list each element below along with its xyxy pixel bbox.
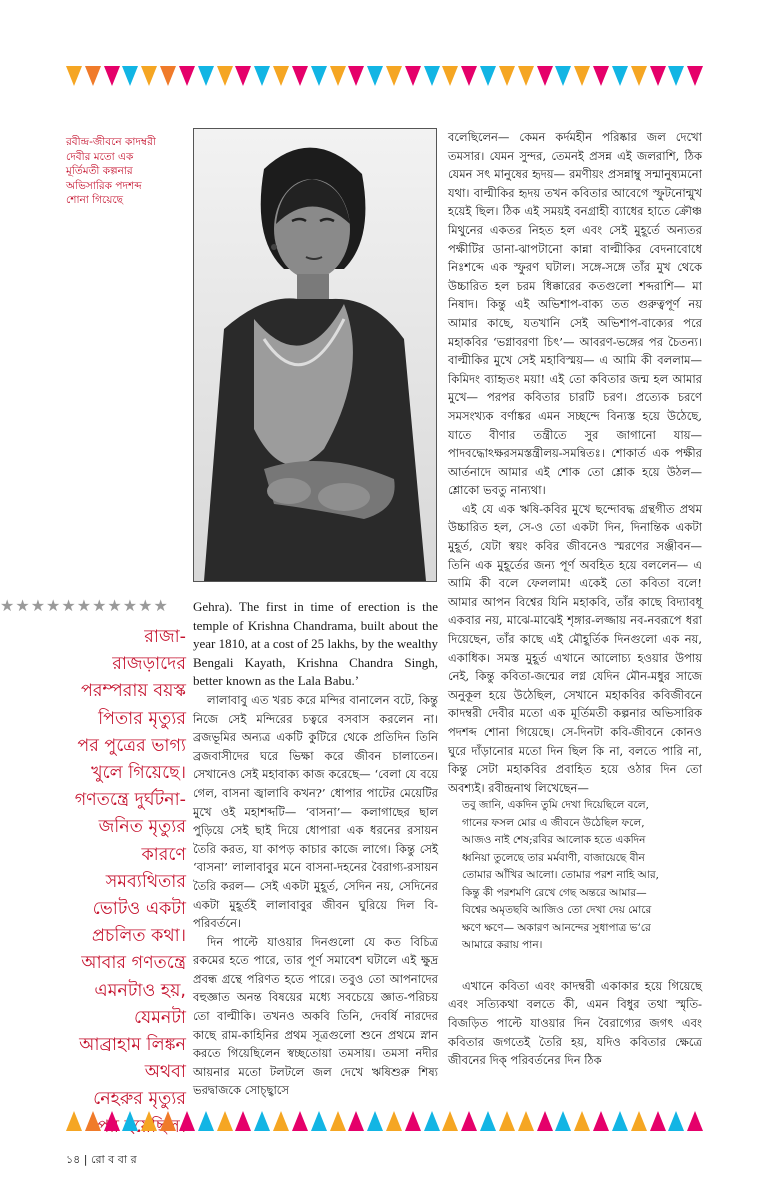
pull-quote-line: জনিত মৃত্যুর — [98, 817, 186, 838]
decorative-triangle — [518, 1111, 534, 1131]
pull-quote-line: সমব্যথিতার — [105, 871, 186, 892]
poem-line: কিন্তু কী পরশমণি রেখে গেছ অন্তরে আমার— — [462, 886, 647, 899]
decorative-triangle — [104, 1111, 120, 1131]
decorative-triangle — [499, 66, 515, 86]
poem-line: বিশ্বের অমৃতছবি আজিও তো দেখা দেয় মোরে — [462, 904, 652, 917]
decorative-triangle — [104, 66, 120, 86]
decorative-triangle — [85, 1111, 101, 1131]
caption-line: মূর্তিমতী কল্পনার — [66, 165, 133, 177]
decorative-triangle — [311, 1111, 327, 1131]
portrait-photo — [193, 128, 437, 582]
decorative-triangle — [631, 66, 647, 86]
portrait-illustration — [194, 129, 436, 581]
pull-quote-line: আবার গণতন্ত্রে — [81, 953, 186, 974]
decorative-triangle — [367, 66, 383, 86]
decorative-triangle — [386, 66, 402, 86]
decorative-triangle — [574, 1111, 590, 1131]
decorative-triangle — [348, 1111, 364, 1131]
paragraph: বলেছিলেন— কেমন কর্দমহীন পরিষ্কার জল দেখো তমসার। যেমন সুন্দর, তেমনই প্রসন্ন এই জলরাশি, ঠিক যেমন সৎ মানুষের হৃদয়— রমণীয়ং প্রসন্নাম্বু সন্মানুষ্যমনো যথা। বাল্মীকির হৃদয় তখন কবিতার আবেগে স্ফুটনোন্মুখ হয়েই ছিল। ঠিক এই সময়ই বনগ্রাহী ব্যাধের হাতে ক্রৌঞ্চ মিথুনের একতর নিহত হল এবং সেই মুহূর্তে অন্যতর পক্ষীটির ডানা-ঝাপটানো কান্না বাল্মীকির বেদনাবোধে নিঃশব্দে এক স্ফুরণ ঘটাল। সঙ্গে-সঙ্গে তাঁর মুখ থেকে উচ্চারিত হল চরম ধিক্কারের কতগুলো শব্দরাশি— মা নিষাদ। কিন্তু এই অভিশাপ-বাক্য তত গুরুত্বপূর্ণ নয় আমার কাছে, যতখানি সেই অভিশাপ-বাক্যের পরে মহাকবির ‘ভগ্নাবরণা চিৎ’— আবরণ-ভঙ্গের পর চৈতন্য। বাল্মীকির মুখে সেই মহাবিস্ময়— এ আমি কী বললাম— কিমিদং ব্যাহৃতং ময়া! এই তো কবিতার জন্ম হল আমার মুখে— পরপর কবিতার চারটি চরণ। প্রত্যেক চরণে সমসংখ্যক বর্ণাঙ্কর এমন সচ্ছন্দে বিন্যস্ত হয়ে উঠেছে, যাতে বীণার তন্ত্রীতে সুর জাগানো যায়— পাদবদ্ধোঽক্ষরসমস্তন্ত্রীলয়-সমন্বিতঃ। শোকার্ত এক পক্ষীর আর্তনাদে আমার এই শোক তো শ্লোক হয়ে উঠল— শ্লোকো ভবতু নান্যথা। — [448, 130, 702, 498]
decorative-triangle — [612, 66, 628, 86]
decorative-triangle — [179, 66, 195, 86]
decorative-triangle — [141, 1111, 157, 1131]
caption-line: দেবীর মতো এক — [66, 150, 134, 163]
decorative-triangle — [668, 66, 684, 86]
decorative-triangle — [160, 66, 176, 86]
decorative-triangle — [537, 66, 553, 86]
decorative-triangle — [254, 1111, 270, 1131]
pull-quote — [40, 624, 186, 1141]
decorative-triangle — [499, 1111, 515, 1131]
decorative-triangle — [442, 1111, 458, 1131]
caption-line: অভিসারিক পদশব্দ — [66, 179, 142, 192]
decorative-triangle — [122, 66, 138, 86]
decorative-triangle — [461, 1111, 477, 1131]
decorative-triangle — [461, 66, 477, 86]
star-divider: ★★★★★★★★★★★ — [0, 596, 169, 615]
decorative-triangle — [687, 66, 703, 86]
poem-line: ক্ষণে ক্ষণে— অকারণ আনন্দের সুধাপাত্র ভ’রে — [462, 921, 651, 934]
decorative-triangle — [235, 1111, 251, 1131]
pull-quote-line: রাজা- — [144, 627, 186, 647]
decorative-triangle — [668, 1111, 684, 1131]
decorative-triangle — [405, 1111, 421, 1131]
poem-line: তোমার আঁখির আলো। তোমার পরশ নাহি আর, — [462, 869, 660, 882]
decorative-triangle — [66, 1111, 82, 1131]
decorative-triangle — [273, 66, 289, 86]
decorative-triangle — [85, 66, 101, 86]
decorative-triangle — [574, 66, 590, 86]
decorative-triangle — [348, 66, 364, 86]
decorative-triangle — [650, 1111, 666, 1131]
decorative-triangle — [217, 1111, 233, 1131]
paragraph: লালাবাবু এত খরচ করে মন্দির বানালেন বটে, কিন্তু নিজে সেই মন্দিরের চত্বরে বসবাস করলেন না। ব্রজভূমির অন্যত্র একটি কুটিরে থেকে প্রতিদিন তিনি ব্রজবাসীদের ঘরে ভিক্ষা করে জীবন চালাতেন। সেখানেও সেই মহাবাক্য কাজ করেছে— ‘বেলা যে বয়ে গেল, বাসনা জ্বালাবি কখন?’ ধোপার পাটের মেয়েটির মুখে ওই মহাশব্দটি— ‘বাসনা’— কলাগাছের ছাল পুড়িয়ে সেই ছাই দিয়ে ধোপারা এক ধরনের রসায়ন তৈরি করত, যা কাপড় কাচার কাজে লাগে। কিন্তু সেই ‘বাসনা’ লালাবাবুর মনে বাসনা-দহনের বৈরাগ্য-রসায়ন তৈরি করল— সেই একটা মুহূর্ত, সেদিন নয়, সেদিনের একটা মুহূর্তই লালাবাবুর জীবন ঘুরিয়ে দিল বি-পরিবর্তনে। — [193, 692, 438, 931]
decorative-triangle — [330, 66, 346, 86]
decorative-triangle — [480, 66, 496, 86]
decorative-triangle — [537, 1111, 553, 1131]
decorative-triangle — [235, 66, 251, 86]
english-quote: Gehra). The first in time of erection is the temple of Krishna Chandrama, built about the year 1810, at a cost of 25 lakhs, by the wealthy Bengali Kayath, Krishna Chandra Singh, better known as the Lala Babu.’ — [193, 599, 438, 689]
pull-quote-line: গণতন্ত্রে দুর্ঘটনা- — [74, 790, 186, 811]
pull-quote-line: এমনটাও হয়, — [94, 980, 186, 1001]
paragraph: দিন পাল্টে যাওয়ার দিনগুলো যে কত বিচিত্র রকমের হতে পারে, তার পূর্ণ সমাবেশ ঘটালে এই ক্ষুদ্র প্রবন্ধ গ্রন্থে পরিণত হতে পারে। তবুও তো আপনাদের বহুজ্ঞাত অনন্ত বিষয়ের মধ্যে সবচেয়ে জ্ঞাত-পরিচয় তো বাল্মীকি। তখনও অকবি তিনি, দেবর্ষি নারদের কাছে রাম-কাহিনির প্রথম সূত্রগুলো শুনে প্রথমে স্নান করতে গিয়েছিলেন স্বচ্ছতোয়া তমসায়। তমসা নদীর আয়নার মতো টলটলে জল দেখে ঋষিশুরু শিষ্য ভরদ্বাজকে সোচ্ছ্বাসে — [193, 934, 438, 1098]
poem-line: আমারে করায় পান। — [462, 939, 543, 952]
pull-quote-line: অথবা — [144, 1062, 186, 1083]
pull-quote-line: যেমনটা — [134, 1007, 186, 1028]
caption-line: শোনা গিয়েছে — [66, 194, 124, 206]
decorative-triangle — [273, 1111, 289, 1131]
decorative-triangle — [631, 1111, 647, 1131]
decorative-triangle — [254, 66, 270, 86]
caption-line: রবীন্দ্র-জীবনে কাদম্বরী — [66, 136, 156, 148]
middle-column — [193, 598, 438, 1100]
decorative-triangle — [367, 1111, 383, 1131]
decorative-triangle — [386, 1111, 402, 1131]
pull-quote-line: কারণে — [141, 844, 186, 865]
decorative-triangle — [311, 66, 327, 86]
pull-quote-line: পর পুত্রের ভাগ্য — [77, 735, 186, 756]
bottom-triangle-border — [66, 1111, 706, 1133]
paragraph: এখানে কবিতা এবং কাদম্বরী একাকার হয়ে গিয়েছে এবং সত্যিকথা বলতে কী, এমন বিধুর তথা স্মৃতি-বিজড়িত পাল্টে যাওয়ার দিন বৈরাগ্যের জগৎ এবং কবিতার জগতেই তৈরি হয়, যদিও কবিতার ক্ষেত্রে জীবনের দিক্ পরিবর্তনের দিন ঠিক — [448, 978, 702, 1068]
pull-quote-line: পর হয়েছিল। — [97, 1116, 186, 1137]
poem-line: তবু জানি, একদিন তুমি দেখা দিয়েছিলে বলে, — [462, 799, 649, 812]
pull-quote-line: পিতার মৃত্যুর — [98, 708, 186, 729]
decorative-triangle — [405, 66, 421, 86]
decorative-triangle — [217, 66, 233, 86]
decorative-triangle — [518, 66, 534, 86]
decorative-triangle — [179, 1111, 195, 1131]
decorative-triangle — [122, 1111, 138, 1131]
right-column — [448, 128, 702, 1070]
top-triangle-border — [66, 66, 706, 88]
pull-quote-line: প্রচলিত কথা। — [91, 926, 186, 947]
decorative-triangle — [593, 66, 609, 86]
decorative-triangle — [687, 1111, 703, 1131]
poem-line: গানের ফসল মোর এ জীবনে উঠেছিল ফলে, — [462, 816, 645, 829]
decorative-triangle — [424, 1111, 440, 1131]
decorative-triangle — [292, 66, 308, 86]
decorative-triangle — [424, 66, 440, 86]
poem-line: আজও নাই শেষ;রবির আলোক হতে একদিন — [462, 834, 646, 847]
decorative-triangle — [555, 1111, 571, 1131]
decorative-triangle — [650, 66, 666, 86]
pull-quote-line: ভোটও একটা — [92, 899, 186, 920]
poem-line: ধ্বনিয়া তুলেছে তার মর্মবাণী, বাজায়েছে বীন — [462, 851, 645, 864]
pull-quote-line: রাজড়াদের — [112, 654, 186, 675]
pull-quote-line: পরম্পরায় বয়স্ক — [80, 681, 186, 702]
pull-quote-line: আব্রাহাম লিঙ্কন — [79, 1035, 186, 1056]
decorative-triangle — [198, 1111, 214, 1131]
decorative-triangle — [160, 1111, 176, 1131]
photo-caption — [66, 135, 186, 208]
decorative-triangle — [593, 1111, 609, 1131]
decorative-triangle — [141, 66, 157, 86]
decorative-triangle — [292, 1111, 308, 1131]
decorative-triangle — [198, 66, 214, 86]
decorative-triangle — [66, 66, 82, 86]
decorative-triangle — [442, 66, 458, 86]
decorative-triangle — [612, 1111, 628, 1131]
decorative-triangle — [480, 1111, 496, 1131]
pull-quote-line: নেহরুর মৃত্যুর — [93, 1089, 186, 1110]
decorative-triangle — [555, 66, 571, 86]
pull-quote-line: খুলে গিয়েছে। — [91, 763, 186, 784]
paragraph: এই যে এক ঋষি-কবির মুখে ছন্দোবদ্ধ গ্রন্থগীত প্রথম উচ্চারিত হল, সে-ও তো একটা দিন, দিনান্তিক একটা মুহূর্ত, যেটা স্বয়ং কবির জীবনেও স্মরণের সঞ্জীবন— তিনি এক মুহূর্তের জন্য পূর্ণ অবহিত হয়ে বললেন— এ আমি কী বলে ফেললাম! একেই তো কবিতা বলে! আমার আপন বিশ্বের যিনি মহাকবি, তাঁর কাছে বিদ্যাবধূ একবার নয়, মাঝে-মাঝেই শৃঙ্গার-লজ্জায় নব-নবরূপে ধরা দিয়েছেন, তাঁর কাছে এই মৌহূর্তিক দিনগুলো এক নয়, একাধিক। সমস্ত মুহূর্ত এখানে আলোচ্য হওয়ার উপায় নেই, কিন্তু কবিতা-জন্মের লগ্ন যেদিন মৌন-মধুর সাজে অনুকূল হয়ে উঠেছিল, সেখানে মহাকবির কবিজীবনে কাদম্বরী দেবীর মতো এক মূর্তিমতী কল্পনার অভিসারিক পদশব্দ শোনা গিয়েছে। সে-দিনটা কবি-জীবনে কোনও ঘুরে দাঁড়ানোর মতো দিন ছিল কি না, বলতে পারি না, কিন্তু সেটা মহাকবির প্রবাহিত হয়ে ওঠার দিন তো অবশ্যই। রবীন্দ্রনাথ লিখেছেন— — [448, 501, 702, 795]
poem-block — [448, 797, 702, 955]
decorative-triangle — [330, 1111, 346, 1131]
page-footer: ১৪ | রো ব বা র — [66, 1153, 137, 1166]
